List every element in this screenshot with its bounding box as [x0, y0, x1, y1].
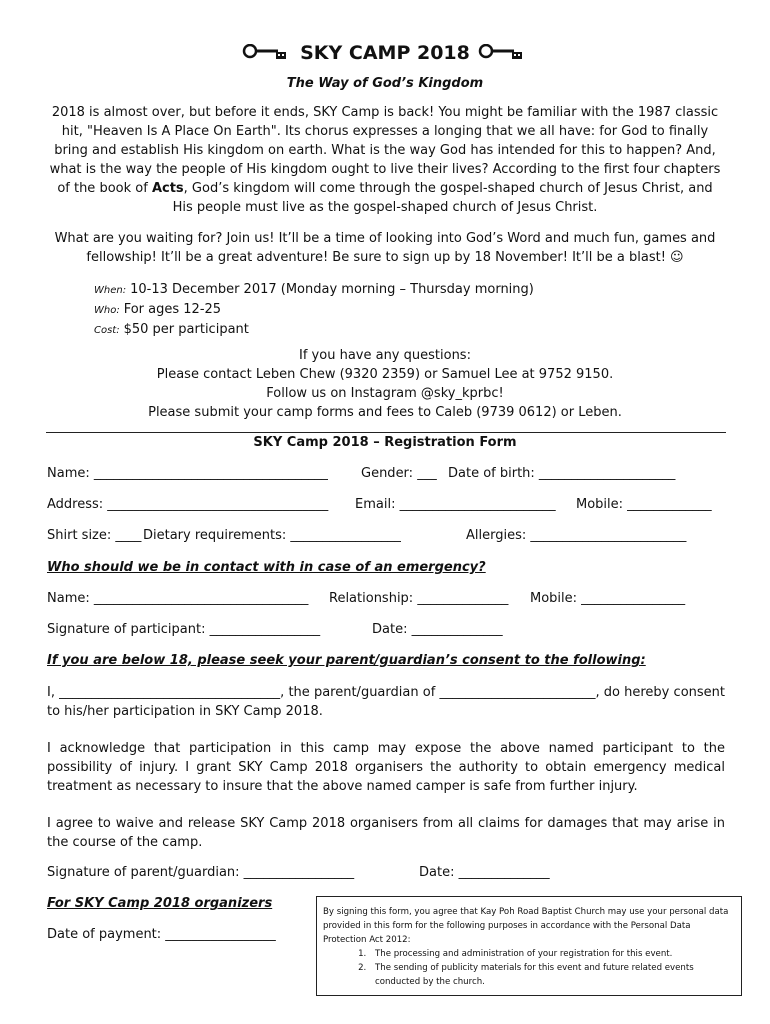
emergency-heading: Who should we be in contact with in case of an emergency? — [47, 560, 486, 575]
when-label: When: — [94, 285, 127, 296]
page-title: SKY CAMP 2018 — [300, 42, 470, 64]
intro-paragraph — [48, 103, 722, 217]
contact-line-4: Please submit your camp forms and fees to Caleb (9739 0612) or Leben. — [148, 405, 622, 420]
consent-paragraph-1[interactable]: I, __________________________________, the parent/guardian of ________________________, do hereby consent to his/her participation in SKY Camp 2018. — [47, 685, 725, 719]
form-row-name — [47, 466, 328, 481]
invite-paragraph: What are you waiting for? Join us! It’ll be a time of looking into God’s Word and much fun, games and fellowship! It’ll be a great adventure! Be sure to sign up by 18 November! It’ll be a blast! ☺ — [54, 231, 716, 265]
who-label: Who: — [94, 305, 120, 316]
gender-field[interactable]: Gender: ___ — [361, 466, 437, 481]
consent-heading: If you are below 18, please seek your parent/guardian’s consent to the following: — [47, 653, 646, 668]
cost-label: Cost: — [94, 325, 120, 336]
pdpa-intro: By signing this form, you agree that Kay Poh Road Baptist Church may use your personal data provided in this form for the following purposes in accordance with the Personal Data Protection Act 2012: — [323, 907, 729, 945]
key-icon — [242, 44, 292, 62]
list-item: 2. The sending of publicity materials for this event and future related events conducted by the church. — [369, 961, 735, 989]
emergency-mobile-field[interactable]: Mobile: ________________ — [530, 591, 686, 606]
payment-date-field[interactable]: Date of payment: _________________ — [47, 927, 276, 942]
title-row — [0, 42, 770, 64]
contact-line-1: If you have any questions: — [299, 348, 471, 363]
pdpa-list — [323, 947, 735, 989]
contact-line-3: Follow us on Instagram @sky_kprbc! — [266, 386, 504, 401]
shirt-size-field[interactable]: Shirt size: ____ — [47, 528, 142, 543]
when-line — [94, 282, 534, 297]
key-icon — [478, 44, 528, 62]
divider — [46, 432, 726, 433]
participant-signature-field[interactable]: Signature of participant: _________________ — [47, 622, 321, 637]
pdpa-notice — [316, 896, 742, 996]
emergency-relationship-field[interactable]: Relationship: ______________ — [329, 591, 509, 606]
email-field[interactable]: Email: ________________________ — [355, 497, 556, 512]
allergies-field[interactable]: Allergies: ________________________ — [466, 528, 687, 543]
emergency-name-field[interactable]: Name: _________________________________ — [47, 591, 309, 606]
parent-signature-field[interactable]: Signature of parent/guardian: _________________ — [47, 865, 355, 880]
mobile-field[interactable]: Mobile: _____________ — [576, 497, 712, 512]
consent-paragraph-3: I agree to waive and release SKY Camp 2018 organisers from all claims for damages that may arise in the course of the camp. — [47, 816, 725, 850]
page-subtitle: The Way of God’s Kingdom — [286, 76, 484, 91]
contact-line-2: Please contact Leben Chew (9320 2359) or Samuel Lee at 9752 9150. — [156, 367, 614, 382]
who-line — [94, 302, 221, 317]
dob-field[interactable]: Date of birth: _____________________ — [448, 466, 676, 481]
organizers-heading: For SKY Camp 2018 organizers — [47, 896, 273, 911]
intro-text-end: , God’s kingdom will come through the gospel-shaped church of Jesus Christ, and His people must live as the gospel-shaped church of Jesus Christ. — [172, 181, 713, 215]
intro-text: 2018 is almost over, but before it ends, SKY Camp is back! You might be familiar with the 1987 classic hit, "Heaven Is A Place On Earth". Its chorus expresses a longing that we all have: for God to finally bring and establish His kingdom on earth. What is the way God has intended for this to happen? And, what is the way the people of His kingdom ought to live their lives? According to the first four chapters of the book of — [49, 105, 721, 196]
consent-paragraph-2: I acknowledge that participation in this camp may expose the above named participant to the possibility of injury. I grant SKY Camp 2018 organisers the authority to obtain emergency medical treatment as necessary to insure that the above named camper is safe from further injury. — [47, 741, 725, 794]
list-item: 1. The processing and administration of your registration for this event. — [369, 947, 735, 961]
form-title: SKY Camp 2018 – Registration Form — [253, 435, 517, 450]
cost-line — [94, 322, 249, 337]
who-value: For ages 12-25 — [123, 302, 222, 317]
when-value: 10-13 December 2017 (Monday morning – Thursday morning) — [130, 282, 534, 297]
participant-date-field[interactable]: Date: ______________ — [372, 622, 503, 637]
intro-bold-text: Acts — [151, 181, 184, 196]
address-field[interactable]: Address: __________________________________ — [47, 497, 329, 512]
parent-date-field[interactable]: Date: ______________ — [419, 865, 550, 880]
name-field[interactable]: Name: ____________________________________ — [47, 466, 328, 481]
cost-value: $50 per participant — [123, 322, 249, 337]
dietary-field[interactable]: Dietary requirements: _________________ — [143, 528, 401, 543]
